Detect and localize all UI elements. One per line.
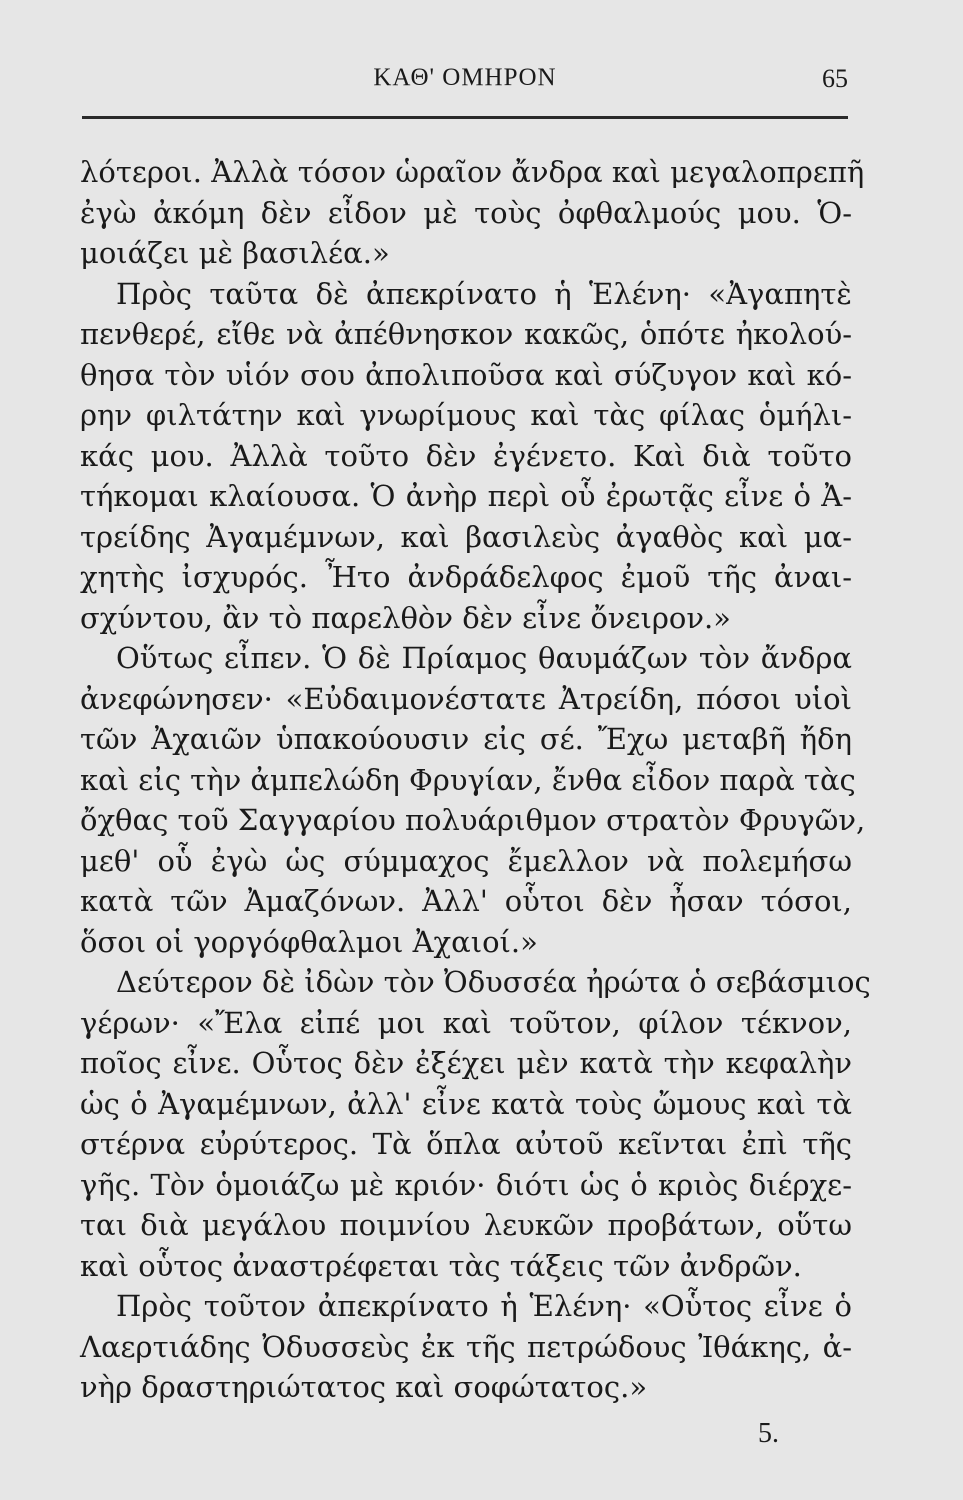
text-line: κατὰ τῶν Ἀμαζόνων. Ἀλλ' οὗτοι δὲν ἦσαν τόσοι, [80, 884, 852, 918]
text-line: μοιάζει μὲ βασιλέα.» [80, 236, 390, 270]
text-line: γέρων· «Ἔλα εἰπέ μοι καὶ τοῦτον, φίλον τέκνον, [80, 1005, 852, 1040]
text-line: καὶ οὗτος ἀναστρέφεται τὰς τάξεις τῶν ἀνδρῶν. [80, 1248, 802, 1283]
running-head [80, 60, 850, 100]
text-line: τῶν Ἀχαιῶν ὑπακούουσιν εἰς σέ. Ἔχω μεταβῆ ἤδη [80, 722, 852, 756]
text-line: Πρὸς ταῦτα δὲ ἀπεκρίνατο ἡ Ἑλένη· «Ἀγαπητὲ [116, 276, 852, 311]
page-number: 65 [822, 64, 848, 93]
text-line: μεθ' οὗ ἐγὼ ὡς σύμμαχος ἔμελλον νὰ πολεμήσω [80, 843, 852, 878]
text-line: πενθερέ, εἴθε νὰ ἀπέθνησκον κακῶς, ὁπότε ἠκολού- [80, 317, 852, 351]
text-line: Πρὸς τοῦτον ἀπεκρίνατο ἡ Ἑλένη· «Οὗτος εἶνε ὁ [116, 1289, 852, 1323]
text-line: γῆς. Τὸν ὁμοιάζω μὲ κριόν· διότι ὡς ὁ κριὸς διέρχε- [80, 1167, 852, 1202]
text-line: Οὕτως εἶπεν. Ὁ δὲ Πρίαμος θαυμάζων τὸν ἄνδρα [116, 641, 852, 675]
text-line: τρείδης Ἀγαμέμνων, καὶ βασιλεὺς ἀγαθὸς καὶ μα- [80, 519, 852, 554]
header-rule [82, 116, 848, 119]
text-line: ποῖος εἶνε. Οὗτος δὲν ἐξέχει μὲν κατὰ τὴν κεφαλὴν [80, 1046, 852, 1080]
text-line: θησα τὸν υἱόν σου ἀπολιποῦσα καὶ σύζυγον καὶ κό- [80, 357, 852, 392]
text-line: τήκομαι κλαίουσα. Ὁ ἀνὴρ περὶ οὗ ἐρωτᾷς εἶνε ὁ Ἀ- [80, 479, 852, 513]
text-line: ἀνεφώνησεν· «Εὐδαιμονέστατε Ἀτρείδη, πόσοι υἱοὶ [80, 681, 852, 716]
text-line: σχύντου, ἂν τὸ παρελθὸν δὲν εἶνε ὄνειρον.» [80, 600, 731, 635]
text-line: κάς μου. Ἀλλὰ τοῦτο δὲν ἐγένετο. Καὶ διὰ τοῦτο [80, 438, 852, 473]
body-text [80, 152, 871, 1408]
text-line: χητὴς ἰσχυρός. Ἦτο ἀνδράδελφος ἐμοῦ τῆς ἀναι- [80, 560, 852, 594]
text-line: ὅσοι οἱ γοργόφθαλμοι Ἀχαιοί.» [80, 924, 538, 959]
text-line: ρην φιλτάτην καὶ γνωρίμους καὶ τὰς φίλας ὁμήλι- [80, 398, 852, 432]
text-line: λότεροι. Ἀλλὰ τόσον ὡραῖον ἄνδρα καὶ μεγαλοπρεπῆ [80, 155, 865, 189]
text-line: Λαερτιάδης Ὀδυσσεὺς ἐκ τῆς πετρώδους Ἰθάκης, ἀ- [80, 1329, 852, 1364]
text-line: στέρνα εὐρύτερος. Τὰ ὅπλα αὐτοῦ κεῖνται ἐπὶ τῆς [80, 1127, 852, 1161]
text-line: νὴρ δραστηριώτατος καὶ σοφώτατος.» [80, 1370, 648, 1404]
text-line: ὄχθας τοῦ Σαγγαρίου πολυάριθμον στρατὸν Φρυγῶν, [80, 803, 866, 837]
text-line: ται διὰ μεγάλου ποιμνίου λευκῶν προβάτων, οὕτω [80, 1208, 852, 1242]
text-line: καὶ εἰς τὴν ἀμπελώδη Φρυγίαν, ἔνθα εἶδον παρὰ τὰς [80, 762, 856, 797]
signature-mark: 5. [758, 1418, 779, 1449]
text-line: ὡς ὁ Ἀγαμέμνων, ἀλλ' εἶνε κατὰ τοὺς ὤμους καὶ τὰ [80, 1086, 852, 1121]
running-title: ΚΑΘ' ΟΜΗΡΟΝ [373, 64, 557, 91]
text-line: Δεύτερον δὲ ἰδὼν τὸν Ὀδυσσέα ἠρώτα ὁ σεβάσμιος [116, 965, 871, 999]
text-line: ἐγὼ ἀκόμη δὲν εἶδον μὲ τοὺς ὀφθαλμούς μου. Ὁ- [80, 195, 852, 230]
